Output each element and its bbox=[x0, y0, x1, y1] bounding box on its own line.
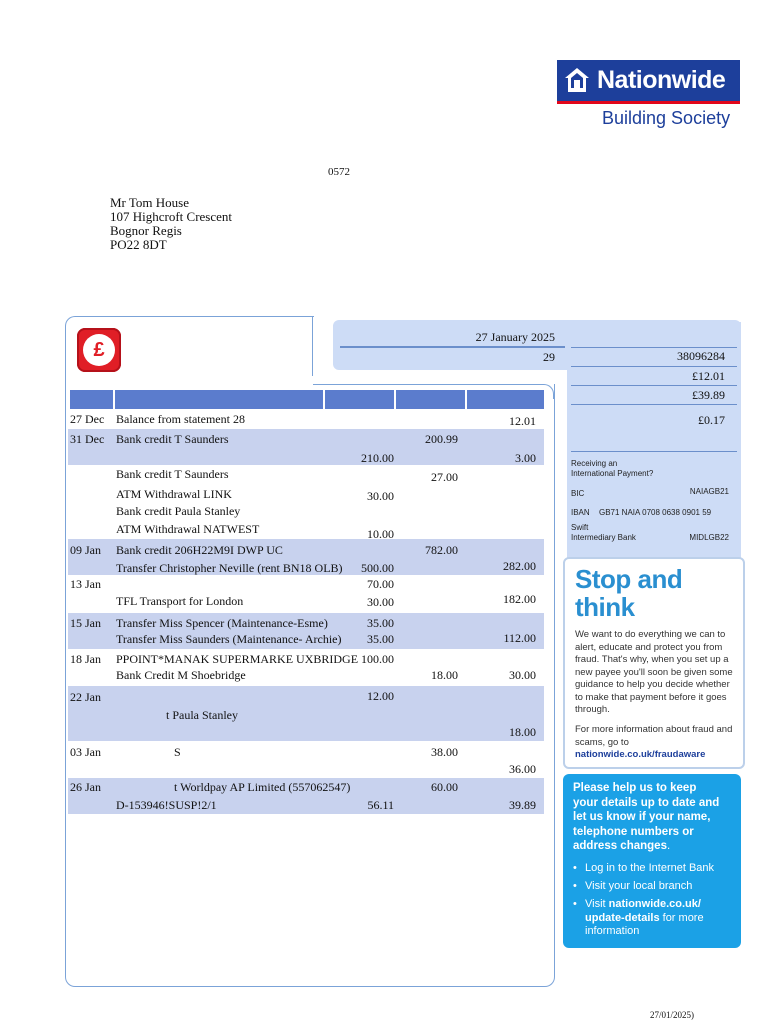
fraud-more-text: For more information about fraud and scams, go to bbox=[575, 724, 733, 748]
bic-value: NAIAGB21 bbox=[689, 487, 729, 496]
swift-label-line: Swift bbox=[571, 523, 589, 532]
transaction-description: t Worldpay AP Limited (557062547) bbox=[174, 780, 351, 794]
fraud-notice bbox=[563, 557, 745, 769]
house-emblem-icon bbox=[563, 66, 591, 94]
table-header-out bbox=[325, 390, 394, 409]
transaction-description: D-153946!SUSP!2/1 bbox=[116, 798, 217, 812]
address-line: 107 Highcroft Crescent bbox=[110, 209, 233, 224]
heading-line: telephone numbers or bbox=[573, 825, 694, 838]
transaction-description: Balance from statement 28 bbox=[116, 412, 245, 426]
divider bbox=[340, 346, 565, 348]
transaction-paid-out: 70.00 bbox=[367, 577, 394, 591]
transaction-paid-in: 27.00 bbox=[431, 470, 458, 484]
transaction-date: 31 Dec bbox=[70, 432, 105, 446]
transaction-paid-out: 35.00 bbox=[367, 616, 394, 630]
transaction-paid-out: 500.00 bbox=[361, 561, 394, 575]
bic-label: BIC bbox=[571, 489, 585, 498]
transaction-balance: 30.00 bbox=[509, 668, 536, 682]
intl-payment-heading bbox=[571, 459, 653, 479]
divider bbox=[571, 385, 737, 386]
transaction-description: Transfer Miss Spencer (Maintenance-Esme) bbox=[116, 616, 328, 630]
transaction-date: 03 Jan bbox=[70, 745, 101, 759]
transaction-description: t Paula Stanley bbox=[166, 708, 238, 722]
transaction-description: Transfer Christopher Neville (rent BN18 OLB) bbox=[116, 561, 343, 575]
internet-bank-link[interactable]: Log in to the Internet Bank bbox=[585, 862, 715, 874]
transaction-description: Bank credit T Saunders bbox=[116, 432, 229, 446]
frame-divider bbox=[312, 316, 314, 376]
intl-heading-line: Receiving an bbox=[571, 459, 618, 468]
transaction-paid-out: 56.11 bbox=[367, 798, 394, 812]
transaction-balance: 18.00 bbox=[509, 725, 536, 739]
closing-balance: £39.89 bbox=[692, 388, 725, 402]
transaction-paid-in: 60.00 bbox=[431, 780, 458, 794]
transaction-balance: 112.00 bbox=[503, 631, 536, 645]
logo-wordmark: Nationwide bbox=[597, 66, 726, 94]
transaction-date: 09 Jan bbox=[70, 543, 101, 557]
heading-line: your details up to date and bbox=[573, 796, 720, 809]
transaction-description: PPOINT*MANAK SUPERMARKE UXBRIDGE bbox=[116, 652, 359, 666]
transaction-description: Transfer Miss Saunders (Maintenance- Archie) bbox=[116, 632, 342, 646]
transaction-date: 26 Jan bbox=[70, 780, 101, 794]
fraud-notice-more bbox=[575, 724, 735, 762]
transaction-balance: 12.01 bbox=[509, 414, 536, 428]
transaction-paid-out: 210.00 bbox=[361, 451, 394, 465]
opening-balance: £12.01 bbox=[692, 369, 725, 383]
heading-line: address changes bbox=[573, 840, 667, 852]
bullet-suffix: for more information bbox=[585, 911, 704, 937]
transaction-balance: 182.00 bbox=[503, 592, 536, 606]
iban-value: GB71 NAIA 0708 0638 0901 59 bbox=[599, 508, 712, 517]
transaction-balance: 282.00 bbox=[503, 559, 536, 573]
transaction-paid-in: 38.00 bbox=[431, 745, 458, 759]
divider bbox=[571, 366, 737, 367]
swift-label bbox=[571, 523, 636, 543]
fraud-title-line: Stop and bbox=[575, 564, 683, 594]
update-details-box: Please help us to keep your details up to date and let us know if your name, telephone numbers or address changes. • Log in to the Internet Bank • Visit your local branch • Visit nationwide.co.uk/ update-details for more information bbox=[563, 774, 741, 948]
transaction-description: Bank credit 206H22M9I DWP UC bbox=[116, 543, 283, 557]
transaction-date: 18 Jan bbox=[70, 652, 101, 666]
table-header-description bbox=[115, 390, 323, 409]
transaction-description: Bank Credit M Shoebridge bbox=[116, 668, 246, 682]
bullet-prefix: Visit bbox=[585, 898, 609, 910]
transaction-date: 15 Jan bbox=[70, 616, 101, 630]
transaction-description: Bank credit Paula Stanley bbox=[116, 504, 241, 518]
address-line: Bognor Regis bbox=[110, 223, 182, 238]
transaction-paid-in: 200.99 bbox=[425, 432, 458, 446]
logo-subtitle: Building Society bbox=[602, 108, 731, 128]
update-details-heading bbox=[573, 781, 738, 854]
intl-heading-line: International Payment? bbox=[571, 469, 654, 478]
transaction-date: 27 Dec bbox=[70, 412, 105, 426]
table-header-balance bbox=[467, 390, 544, 409]
table-header-in bbox=[396, 390, 465, 409]
transaction-paid-out: 12.00 bbox=[367, 689, 394, 703]
address-line: Mr Tom House bbox=[110, 195, 190, 210]
transaction-paid-out: 30.00 bbox=[367, 595, 394, 609]
transaction-paid-in: 782.00 bbox=[425, 543, 458, 557]
update-details-link[interactable]: nationwide.co.uk/ update-details bbox=[585, 898, 701, 924]
transaction-balance: 36.00 bbox=[509, 762, 536, 776]
customer-address bbox=[110, 196, 232, 252]
transaction-description: ATM Withdrawal LINK bbox=[116, 487, 232, 501]
transaction-paid-in: 18.00 bbox=[431, 668, 458, 682]
transaction-description: ATM Withdrawal NATWEST bbox=[116, 522, 260, 536]
transaction-paid-out: 10.00 bbox=[367, 527, 394, 541]
table-band bbox=[68, 686, 544, 741]
divider bbox=[571, 451, 737, 452]
divider bbox=[571, 347, 737, 348]
account-number: 38096284 bbox=[677, 349, 725, 363]
table-header-date bbox=[70, 390, 113, 409]
address-line: PO22 8DT bbox=[110, 237, 167, 252]
fraud-notice-title bbox=[575, 565, 735, 621]
swift-value: MIDLGB22 bbox=[689, 533, 729, 542]
heading-line: Please help us to keep bbox=[573, 782, 697, 794]
transaction-paid-out: 35.00 bbox=[367, 632, 394, 646]
nationwide-logo bbox=[557, 60, 740, 104]
transaction-balance: 39.89 bbox=[509, 798, 536, 812]
transaction-paid-out: 100.00 bbox=[361, 652, 394, 666]
reference-number: 0572 bbox=[328, 166, 350, 178]
pound-icon: £ bbox=[77, 328, 121, 372]
fraud-notice-body: We want to do everything we can to alert, educate and protect you from fraud. That's why, when you set up a new payee you'll soon be given some guidance to help you decide whether to make that payment before it goes through. bbox=[575, 629, 733, 715]
swift-label-line: Intermediary Bank bbox=[571, 533, 636, 542]
fraudaware-link[interactable]: nationwide.co.uk/fraudaware bbox=[575, 749, 706, 760]
statement-date: 27 January 2025 bbox=[475, 330, 555, 344]
branch-text: Visit your local branch bbox=[585, 880, 693, 892]
heading-dot: . bbox=[666, 840, 671, 852]
statement-number: 29 bbox=[543, 350, 555, 364]
transaction-description: Bank credit T Saunders bbox=[116, 467, 229, 481]
transaction-date: 22 Jan bbox=[70, 690, 101, 704]
divider bbox=[571, 404, 737, 405]
footer-date: 27/01/2025) bbox=[650, 1010, 694, 1020]
transaction-balance: 3.00 bbox=[515, 451, 536, 465]
heading-line: let us know if your name, bbox=[573, 811, 711, 823]
transaction-description: TFL Transport for London bbox=[116, 594, 244, 608]
transaction-date: 13 Jan bbox=[70, 577, 101, 591]
iban-label: IBAN bbox=[571, 508, 590, 517]
transaction-description: S bbox=[174, 745, 181, 759]
interest-value: £0.17 bbox=[698, 413, 725, 427]
fraud-title-line: think bbox=[575, 592, 635, 622]
transaction-paid-out: 30.00 bbox=[367, 489, 394, 503]
